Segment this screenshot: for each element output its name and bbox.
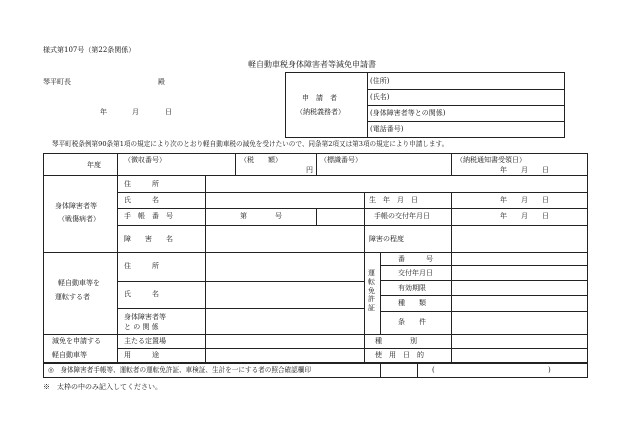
tax-amount[interactable]: （税 額） [240, 156, 282, 164]
confirm-text: ◎ 身体障害者手帳等、運転者の運転免許証、車検証、生計を一にする者の照合確認欄印 [48, 366, 311, 374]
notebook-number-label: 手 帳 番 号 [124, 212, 173, 220]
purpose-label: 用 途 [124, 351, 159, 359]
driver-name-label: 氏 名 [124, 290, 159, 298]
fill-area-frame [117, 153, 588, 363]
confirm-paren-open: ( [432, 366, 435, 374]
tax-year-label: 年度 [87, 161, 101, 169]
confirm-paren-close: ) [548, 366, 551, 374]
driver-group-sub: 運転する者 [55, 293, 90, 301]
applicant-role: 申 請 者 [302, 94, 337, 102]
notebook-date-label: 手帳の交付年月日 [374, 212, 430, 220]
date-day: 日 [165, 108, 172, 116]
driver-group-label: 軽自動車等を [58, 279, 100, 287]
disability-name-label: 障 害 名 [124, 235, 173, 243]
birthdate-label: 生 年 月 日 [369, 196, 418, 204]
form-number: 様式第107号（第22条関係） [43, 46, 136, 54]
notice-date-label: （納税通知書受領日） [456, 156, 526, 164]
license-type-label: 種 類 [398, 299, 426, 307]
vehicle-kind-label: 種 別 [375, 337, 417, 345]
license-date-label: 交付年月日 [398, 269, 433, 277]
plate-number[interactable]: （標識番号） [320, 156, 362, 164]
driver-address-label: 住 所 [124, 262, 159, 270]
honorific: 殿 [158, 78, 165, 86]
license-validity-label: 有効期限 [398, 284, 426, 292]
notice-date-value[interactable]: 年 月 日 [500, 166, 549, 174]
vehicle-group-sub: 軽自動車等 [52, 351, 87, 359]
usage-label: 使 用 日 的 [375, 351, 424, 359]
date-month: 月 [132, 108, 139, 116]
receipt-number[interactable]: （徴収番号） [124, 156, 166, 164]
yen-label: 円 [306, 166, 313, 174]
applicant-phone-field[interactable]: (電話番号) [370, 125, 404, 133]
notebook-number-value[interactable]: 第 号 [240, 212, 282, 220]
addressee: 琴平町長 [43, 78, 71, 86]
date-year: 年 [100, 108, 107, 116]
notebook-date-value[interactable]: 年 月 日 [500, 212, 549, 220]
disability-grade-label: 障害の程度 [369, 235, 404, 243]
footer-note: ※ 太枠の中のみ記入してください。 [43, 383, 162, 391]
birthdate-value[interactable]: 年 月 日 [500, 196, 549, 204]
applicant-role-sub: （納税義務者） [296, 108, 345, 116]
applicant-relation-field[interactable]: (身体障害者等との関係) [370, 109, 446, 117]
applicant-address-field[interactable]: (住所) [370, 77, 390, 85]
form-title: 軽自動車税身体障害者等減免申請書 [248, 60, 376, 69]
disabled-name-label: 氏 名 [124, 196, 159, 204]
statement: 琴平町税条例第90条第1項の規定により次のとおり軽自動車税の減免を受けたいので、同条第2項又は第3項の規定により申請します。 [52, 140, 449, 148]
disabled-group-label: 身体障害者等 [55, 202, 97, 210]
driver-relation-label-2: と の 関 係 [124, 323, 159, 331]
license-number-label: 番 号 [398, 255, 433, 263]
vehicle-group-label: 減免を申請する [52, 337, 101, 345]
applicant-name-field[interactable]: (氏名) [370, 93, 390, 101]
storage-label: 主たる定置場 [124, 337, 166, 345]
license-condition-label: 条 件 [398, 318, 426, 326]
driver-relation-label: 身体障害者等 [124, 313, 166, 321]
disabled-group-sub: （戦傷病者） [58, 215, 100, 223]
disabled-address-label: 住 所 [124, 180, 159, 188]
license-label: 運転免許証 [368, 269, 375, 312]
